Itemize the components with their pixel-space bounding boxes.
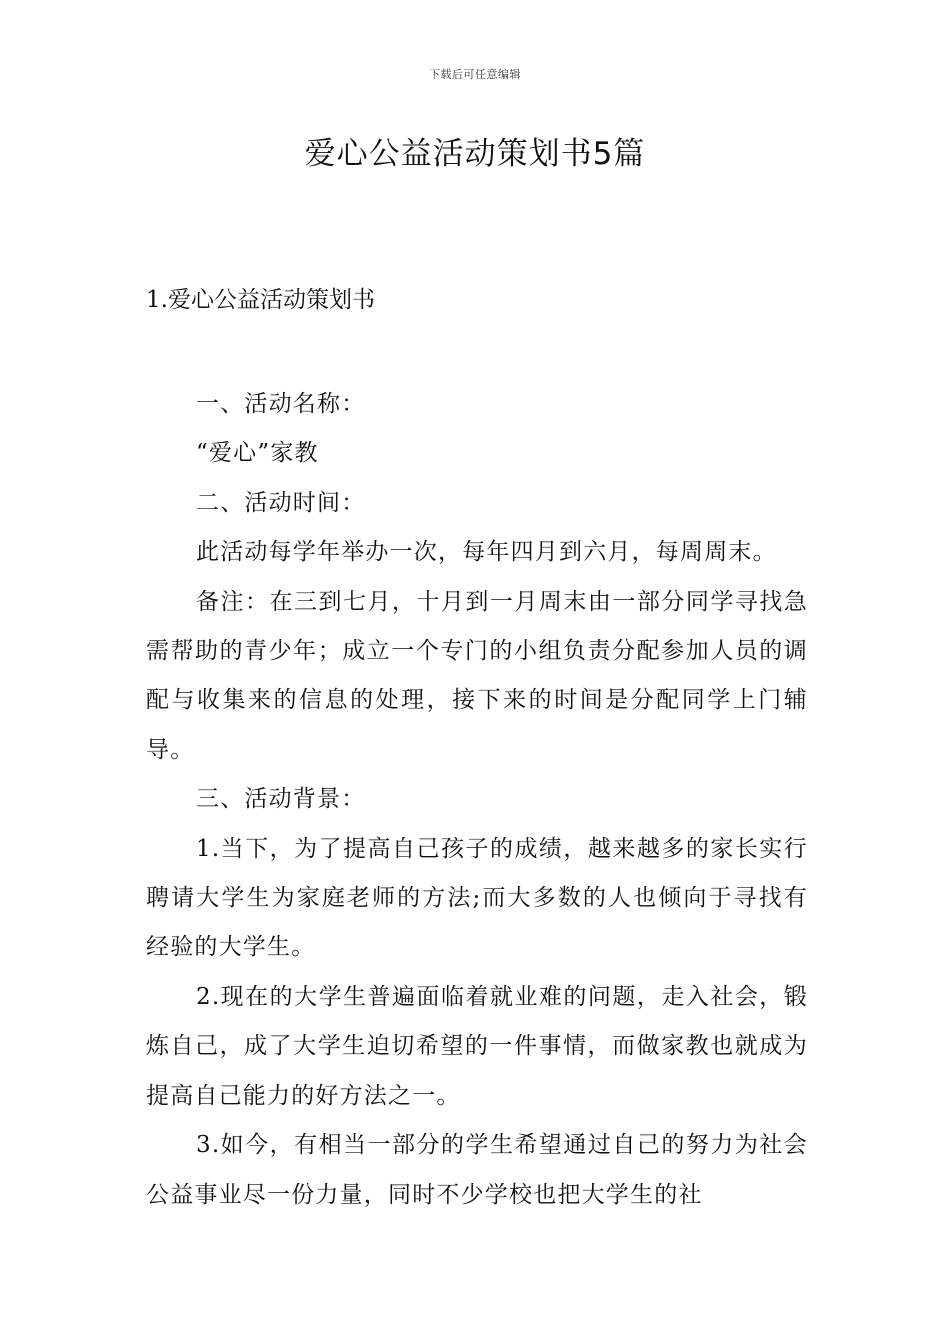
section-title: 1.爱心公益活动策划书 <box>146 287 375 313</box>
paragraph-activity-name-heading: 一、活动名称： <box>196 391 366 417</box>
document-title: 爱心公益活动策划书5篇 <box>304 136 646 172</box>
paragraph-activity-time: 此活动每学年举办一次，每年四月到六月，每周周末。 <box>196 539 777 566</box>
paragraph-remarks: 备注：在三到七月，十月到一月周末由一部分同学寻找急需帮助的青少年；成立一个专门的小组负责分配参加人员的调配与收集来的信息的处理，接下来的时间是分配同学上门辅导。 <box>146 588 808 763</box>
paragraph-background-2: 2.现在的大学生普遍面临着就业难的问题，走入社会，锻炼自己，成了大学生迫切希望的一件事情，而做家教也就成为提高自己能力的好方法之一。 <box>146 983 808 1109</box>
paragraph-background-3: 3.如今，有相当一部分的学生希望通过自己的努力为社会公益事业尽一份力量，同时不少学校也把大学生的社 <box>146 1132 808 1208</box>
paragraph-activity-time-heading: 二、活动时间： <box>196 489 366 516</box>
header-note: 下载后可任意编辑 <box>429 68 521 81</box>
paragraph-activity-name: “爱心”家教 <box>196 440 319 467</box>
body-text <box>146 380 808 1220</box>
paragraph-background-1: 1.当下，为了提高自己孩子的成绩，越来越多的家长实行聘请大学生为家庭老师的方法;而大多数的人也倾向于寻找有经验的大学生。 <box>146 835 808 961</box>
paragraph-background-heading: 三、活动背景： <box>196 786 366 813</box>
